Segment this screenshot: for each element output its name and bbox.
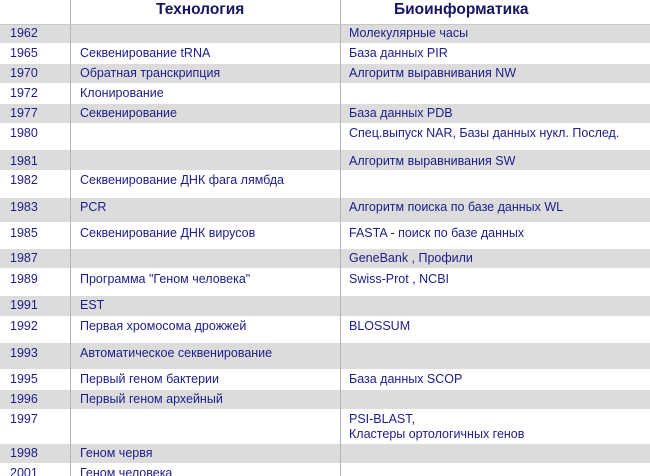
year-cell: 1977 [10, 106, 38, 120]
year-cell: 2001 [10, 466, 38, 476]
bioinformatics-cell: Спец.выпуск NAR, Базы данных нукл. Послед. [349, 126, 620, 140]
table-row [0, 317, 650, 343]
technology-cell: EST [80, 298, 105, 312]
bioinformatics-cell: BLOSSUM [349, 319, 411, 333]
technology-cell [70, 24, 340, 43]
technology-cell [70, 249, 340, 268]
technology-cell: Первый геном бактерии [80, 372, 220, 386]
table-row [0, 171, 650, 198]
bioinformatics-cell: База данных PIR [349, 46, 448, 60]
header-technology: Технология [156, 1, 245, 18]
table-header-row [0, 0, 650, 24]
table-row [0, 370, 650, 390]
table-row [0, 124, 650, 150]
table-row [0, 223, 650, 249]
bioinformatics-cell: PSI-BLAST, Кластеры ортологичных генов [349, 412, 525, 441]
header-bioinformatics: Биоинформатика [394, 1, 529, 18]
technology-cell: Обратная транскрипция [80, 66, 221, 80]
year-cell: 1997 [10, 412, 38, 426]
technology-cell: Первая хромосома дрожжей [80, 319, 247, 333]
technology-cell: Секвенирование tRNA [80, 46, 211, 60]
column-divider [340, 0, 341, 476]
bioinformatics-cell: Алгоритм поиска по базе данных WL [349, 200, 564, 214]
year-cell: 1991 [10, 298, 38, 312]
year-cell: 1972 [10, 86, 38, 100]
technology-cell: Секвенирование [80, 106, 177, 120]
column-divider [70, 0, 71, 476]
year-cell: 1996 [10, 392, 38, 406]
year-cell: 1981 [10, 154, 38, 168]
table-row [0, 249, 650, 269]
bioinformatics-cell: FASTA - поиск по базе данных [349, 226, 525, 240]
bioinformatics-cell: База данных SCOP [349, 372, 463, 386]
bioinformatics-cell: Алгоритм выравнивания SW [349, 154, 516, 168]
table-row [0, 410, 650, 444]
year-cell: 1993 [10, 346, 38, 360]
technology-cell: Геном червя [80, 446, 153, 460]
bioinformatics-cell: База данных PDB [349, 106, 453, 120]
year-cell: 1965 [10, 46, 38, 60]
table-row [0, 84, 650, 104]
year-cell: 1982 [10, 173, 38, 187]
table-row [0, 24, 650, 44]
technology-cell: Первый геном архейный [80, 392, 223, 406]
bioinformatics-cell [340, 464, 650, 476]
bioinformatics-cell: Молекулярные часы [349, 26, 469, 40]
table-row [0, 64, 650, 84]
year-cell: 1987 [10, 251, 38, 265]
technology-cell: Программа "Геном человека" [80, 272, 251, 286]
technology-cell [70, 410, 340, 443]
table-row [0, 343, 650, 370]
table-row [0, 296, 650, 317]
table-row [0, 104, 650, 124]
technology-cell: Клонирование [80, 86, 164, 100]
table-row [0, 150, 650, 171]
bioinformatics-cell: GeneBank , Профили [349, 251, 473, 265]
table-row [0, 269, 650, 296]
bioinformatics-cell: Swiss-Prot , NCBI [349, 272, 450, 286]
technology-cell: Автоматическое секвенирование [80, 346, 273, 360]
year-cell: 1980 [10, 126, 38, 140]
year-cell: 1962 [10, 26, 38, 40]
technology-cell [70, 150, 340, 170]
bioinformatics-cell [340, 171, 650, 197]
header-year [0, 0, 70, 23]
bioinformatics-cell [340, 296, 650, 316]
technology-cell: Секвенирование ДНК фага лямбда [80, 173, 285, 187]
year-cell: 1970 [10, 66, 38, 80]
bioinformatics-cell [340, 84, 650, 103]
table-row [0, 464, 650, 476]
year-cell: 1992 [10, 319, 38, 333]
year-cell: 1985 [10, 226, 38, 240]
technology-cell: PCR [80, 200, 107, 214]
year-cell: 1989 [10, 272, 38, 286]
technology-cell [70, 124, 340, 149]
header-divider [0, 24, 650, 25]
year-cell: 1998 [10, 446, 38, 460]
table-row [0, 390, 650, 410]
technology-cell: Секвенирование ДНК вирусов [80, 226, 256, 240]
bioinformatics-cell [340, 444, 650, 463]
year-cell: 1983 [10, 200, 38, 214]
technology-cell: Геном человека [80, 466, 173, 476]
table-row [0, 198, 650, 223]
table-row [0, 444, 650, 464]
bioinformatics-cell: Алгоритм выравнивания NW [349, 66, 517, 80]
bioinformatics-cell [340, 390, 650, 409]
table-row [0, 44, 650, 64]
year-cell: 1995 [10, 372, 38, 386]
bioinformatics-cell [340, 343, 650, 369]
